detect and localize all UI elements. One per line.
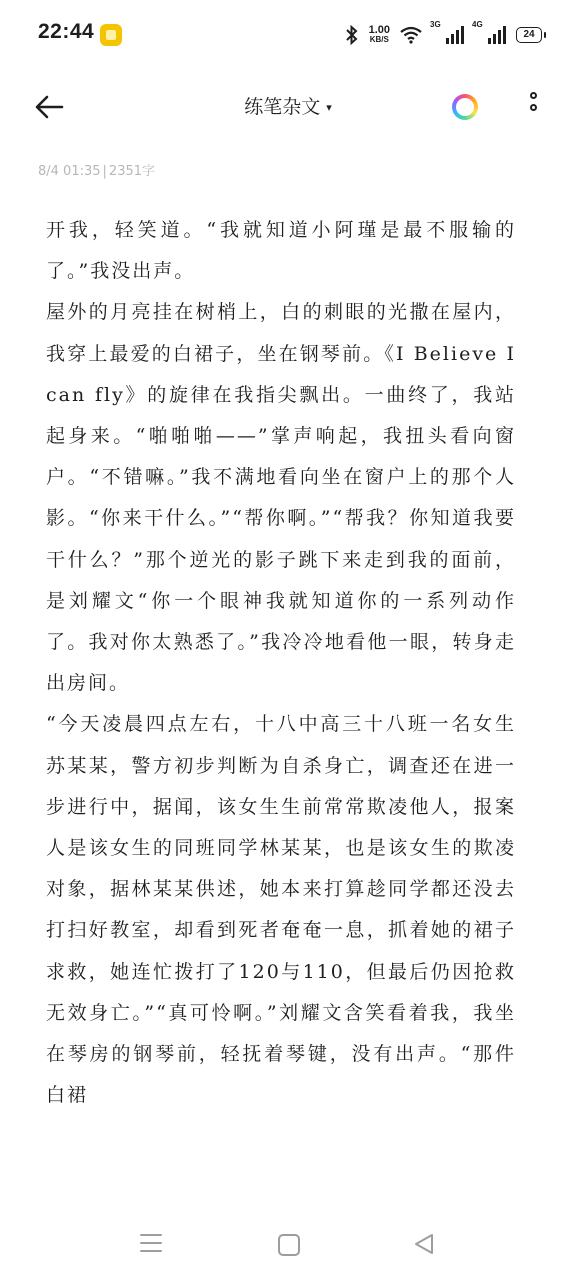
sim1-label: 3G [430, 20, 441, 29]
word-count: 2351字 [108, 164, 156, 179]
more-vertical-icon[interactable] [524, 92, 542, 122]
network-speed [369, 25, 390, 45]
network-speed-value: 1.00 [368, 24, 390, 36]
battery-icon: 24 [516, 27, 542, 43]
color-ring-icon[interactable] [452, 94, 478, 120]
bluetooth-icon [345, 25, 359, 45]
note-meta [38, 160, 155, 179]
status-bar [0, 0, 576, 70]
signal-sim2-icon [472, 20, 506, 44]
chevron-down-icon: ▾ [326, 101, 332, 114]
paragraph: “今天凌晨四点左右，十八中高三十八班一名女生苏某某，警方初步判断为自杀身亡，调查还在进一步进行中，据闻，该女生生前常常欺凌他人，报案人是该女生的同班同学林某某，也是该女生的欺凌对象，据林某某供述，她本来打算趁同学都还没去打扫好教室，却看到死者奄奄一息，抓着她的裙子求救，她连忙拨打了120与110，但最后仍因抢救无效身亡。”“真可怜啊。”刘耀文含笑看着我，我坐在琴房的钢琴前，轻抚着琴键，没有出声。“那件白裙 [46, 713, 516, 1107]
back-triangle-icon[interactable] [412, 1232, 436, 1256]
sim2-label: 4G [472, 20, 483, 29]
note-body[interactable] [46, 210, 516, 1116]
notebook-selector[interactable] [0, 92, 576, 119]
network-speed-unit: KB/S [369, 35, 389, 44]
menu-icon[interactable] [140, 1234, 162, 1252]
system-nav-bar [0, 1210, 576, 1280]
top-app-bar [0, 74, 576, 140]
signal-sim1-icon [430, 20, 464, 44]
notification-app-icon [100, 24, 122, 46]
note-date: 8/4 01:35 [38, 164, 101, 179]
status-icons [345, 22, 542, 48]
wifi-icon [400, 26, 422, 44]
paragraph: 屋外的月亮挂在树梢上，白的刺眼的光撒在屋内，我穿上最爱的白裙子，坐在钢琴前。《I Believe I can fly》的旋律在我指尖飘出。一曲终了，我站起身来。“啪啪啪——”掌声响起，我扭头看向窗户。“不错嘛。”我不满地看向坐在窗户上的那个人影。“你来干什么。”“帮你啊。”“帮我？你知道我要干什么？”那个逆光的影子跳下来走到我的面前，是刘耀文“你一个眼神我就知道你的一系列动作了。我对你太熟悉了。”我冷冷地看他一眼，转身走出房间。 [46, 301, 516, 695]
home-square-icon[interactable] [278, 1234, 300, 1256]
page-title: 练笔杂文 [244, 96, 321, 118]
meta-separator: | [102, 164, 107, 179]
status-time: 22:44 [38, 20, 95, 43]
paragraph: 开我，轻笑道。“我就知道小阿瑾是最不服输的了。”我没出声。 [46, 219, 516, 283]
